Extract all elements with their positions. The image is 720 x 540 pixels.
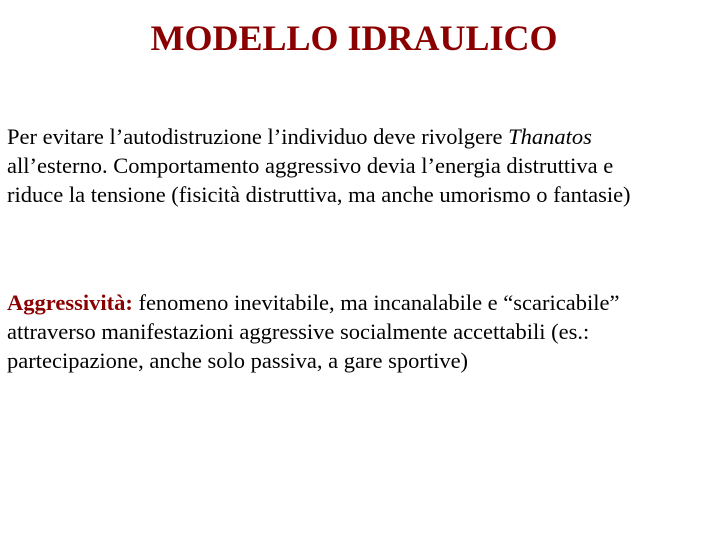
paragraph-2-line-2: attraverso manifestazioni aggressive socialmente accettabili (es.: bbox=[7, 319, 590, 344]
slide-title: MODELLO IDRAULICO bbox=[150, 18, 558, 58]
paragraph-2-line-3: partecipazione, anche solo passiva, a gare sportive) bbox=[7, 348, 469, 373]
aggressivita-term: Aggressività: bbox=[7, 290, 133, 315]
paragraph-1-line-2: all’esterno. Comportamento aggressivo devia l’energia distruttiva e bbox=[7, 153, 614, 178]
paragraph-thanatos bbox=[7, 122, 715, 209]
paragraph-2-line-1-text: fenomeno inevitabile, ma incanalabile e “scaricabile” bbox=[132, 290, 620, 315]
paragraph-aggressivita bbox=[7, 288, 715, 375]
paragraph-1-line-3: riduce la tensione (fisicità distruttiva, ma anche umorismo o fantasie) bbox=[7, 182, 631, 207]
thanatos-term: Thanatos bbox=[508, 124, 592, 149]
paragraph-1-line-1-text: Per evitare l’autodistruzione l’individuo deve rivolgere bbox=[7, 124, 509, 149]
